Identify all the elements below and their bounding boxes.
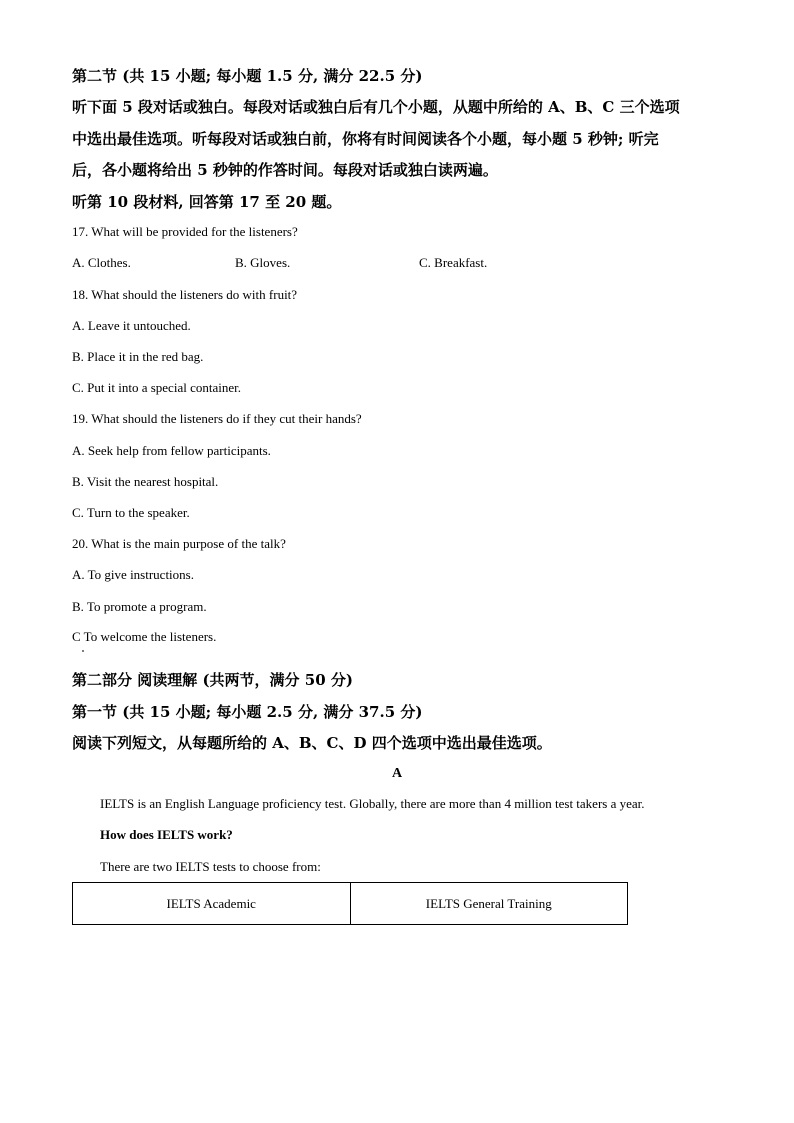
question-18-option-b: B. Place it in the red bag. [72,349,204,364]
question-17-option-c: C. Breakfast. [419,255,488,270]
question-17-options [72,254,672,272]
question-20-option-c: C To welcome the listeners. [72,629,217,644]
question-19: 19. What should the listeners do if they cut their hands? [72,411,362,426]
question-20: 20. What is the main purpose of the talk? [72,536,286,551]
question-17: 17. What will be provided for the listeners? [72,224,298,239]
question-20-option-a: A. To give instructions. [72,567,194,582]
question-20-option-b: B. To promote a program. [72,599,207,614]
question-19-option-a: A. Seek help from fellow participants. [72,443,271,458]
passage-label: A [391,766,403,781]
part2-heading: 第二部分 阅读理解 (共两节，满分 50 分) [72,671,353,689]
material-prompt: 听第 10 段材料, 回答第 17 至 20 题。 [72,193,342,211]
test-academic-cell: IELTS Academic [73,883,351,925]
table-row [73,883,628,925]
question-18-option-a: A. Leave it untouched. [72,318,191,333]
test-general-training-cell: IELTS General Training [350,883,628,925]
instruction-line-2: 中选出最佳选项。听每段对话或独白前，你将有时间阅读各个小题，每小题 5 秒钟; 听完 [72,130,659,148]
question-17-option-b: B. Gloves. [235,255,291,270]
passage-intro: IELTS is an English Language proficiency test. Globally, there are more than 4 million test takers a year. [100,796,645,811]
section2-heading: 第二节 (共 15 小题; 每小题 1.5 分, 满分 22.5 分) [72,67,423,85]
instruction-line-1: 听下面 5 段对话或独白。每段对话或独白后有几个小题，从题中所给的 A、B、C 三个选项 [72,98,680,116]
stray-dot [82,650,84,652]
question-18-option-c: C. Put it into a special container. [72,380,241,395]
instruction-line-3: 后，各小题将给出 5 秒钟的作答时间。每段对话或独白读两遍。 [72,161,498,179]
passage-lead: There are two IELTS tests to choose from: [100,859,321,874]
part2-section1-heading: 第一节 (共 15 小题; 每小题 2.5 分, 满分 37.5 分) [72,703,423,721]
question-19-option-b: B. Visit the nearest hospital. [72,474,219,489]
question-18: 18. What should the listeners do with fruit? [72,287,298,302]
tests-table [72,882,628,925]
question-17-option-a: A. Clothes. [72,255,131,270]
part2-instructions: 阅读下列短文，从每题所给的 A、B、C、D 四个选项中选出最佳选项。 [72,734,552,752]
passage-subheading: How does IELTS work? [100,827,233,842]
question-19-option-c: C. Turn to the speaker. [72,505,190,520]
